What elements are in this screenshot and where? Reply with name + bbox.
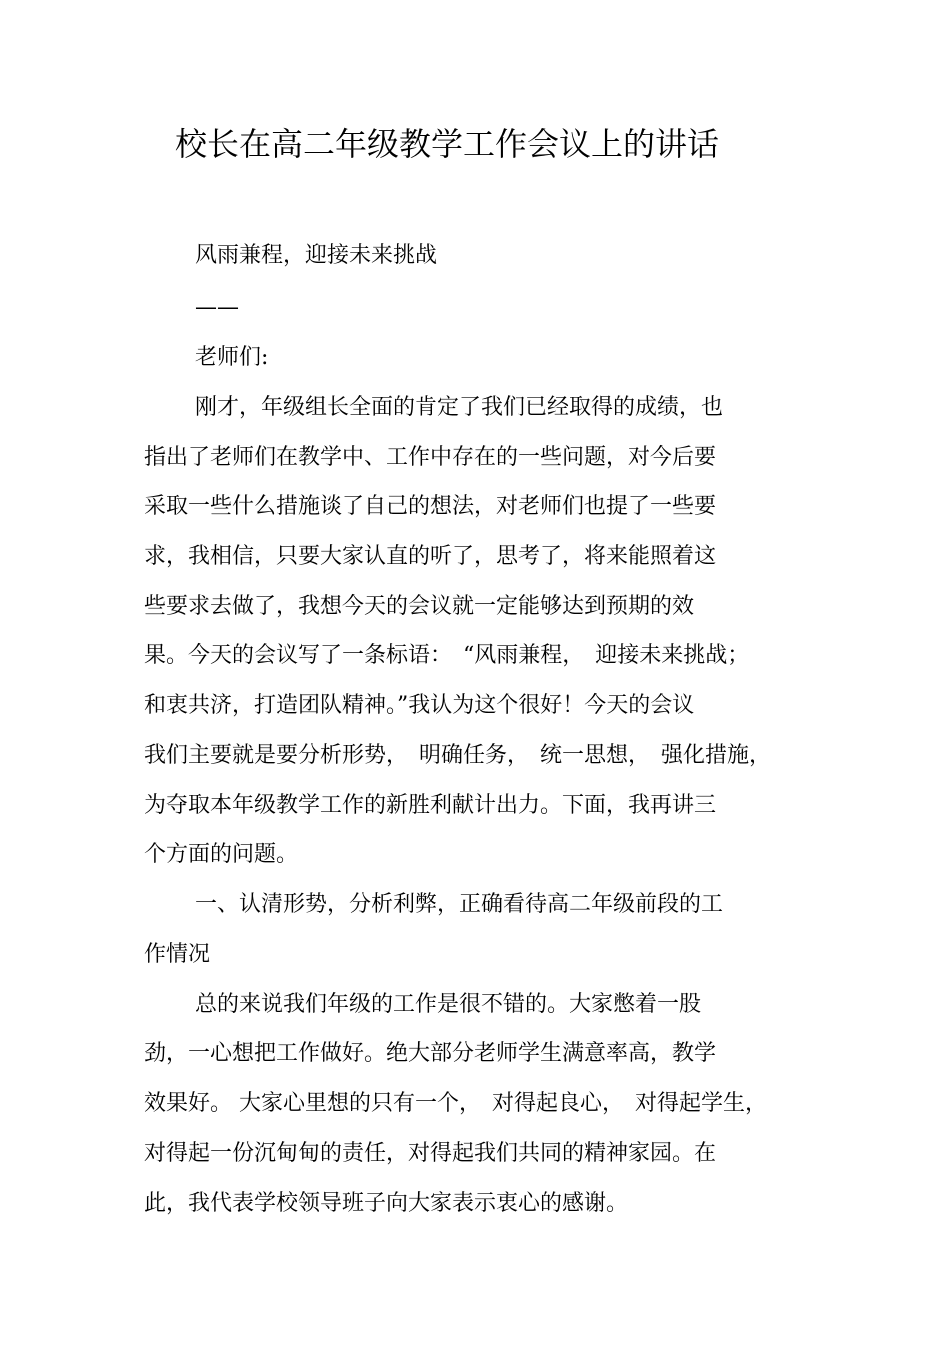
paragraph-line: 此，我代表学校领导班子向大家表示衷心的感谢。 xyxy=(144,1191,629,1216)
paragraph-line: 些要求去做了，我想今天的会议就一定能够达到预期的效 xyxy=(144,594,695,619)
paragraph-line: 为夺取本年级教学工作的新胜利献计出力。下面，我再讲三 xyxy=(144,793,717,818)
paragraph-line: 个方面的问题。 xyxy=(144,842,299,867)
paragraph-line: 对得起一份沉甸甸的责任，对得起我们共同的精神家园。在 xyxy=(144,1141,717,1166)
paragraph-line: 和衷共济，打造团队精神。”我认为这个很好！今天的会议 xyxy=(144,693,695,718)
paragraph-line: 刚才，年级组长全面的肯定了我们已经取得的成绩，也 xyxy=(195,395,724,420)
paragraph-line: 总的来说我们年级的工作是很不错的。大家憋着一股 xyxy=(195,992,702,1017)
paragraph-line: 劲，一心想把工作做好。绝大部分老师学生满意率高，教学 xyxy=(144,1041,717,1066)
section-heading-line: 一、认清形势，分析利弊，正确看待高二年级前段的工 xyxy=(195,892,724,917)
paragraph-line: 求，我相信，只要大家认直的听了，思考了，将来能照着这 xyxy=(144,544,717,569)
paragraph-line: 我们主要就是要分析形势， 明确任务， 统一思想， 强化措施， xyxy=(144,743,772,768)
section-heading-line: 作情况 xyxy=(144,942,211,967)
subtitle-line: 风雨兼程，迎接未来挑战 xyxy=(195,243,438,268)
paragraph-line: 采取一些什么措施谈了自己的想法，对老师们也提了一些要 xyxy=(144,494,717,519)
salutation-line: 老师们: xyxy=(195,345,269,370)
document-title: 校长在高二年级教学工作会议上的讲话 xyxy=(175,125,720,163)
paragraph-line: 果。今天的会议写了一条标语： “风雨兼程， 迎接未来挑战； xyxy=(144,643,750,668)
dash-line: —— xyxy=(195,295,239,320)
paragraph-line: 效果好。 大家心里想的只有一个， 对得起良心， 对得起学生， xyxy=(144,1091,767,1116)
paragraph-line: 指出了老师们在教学中、工作中存在的一些问题，对今后要 xyxy=(144,445,717,470)
